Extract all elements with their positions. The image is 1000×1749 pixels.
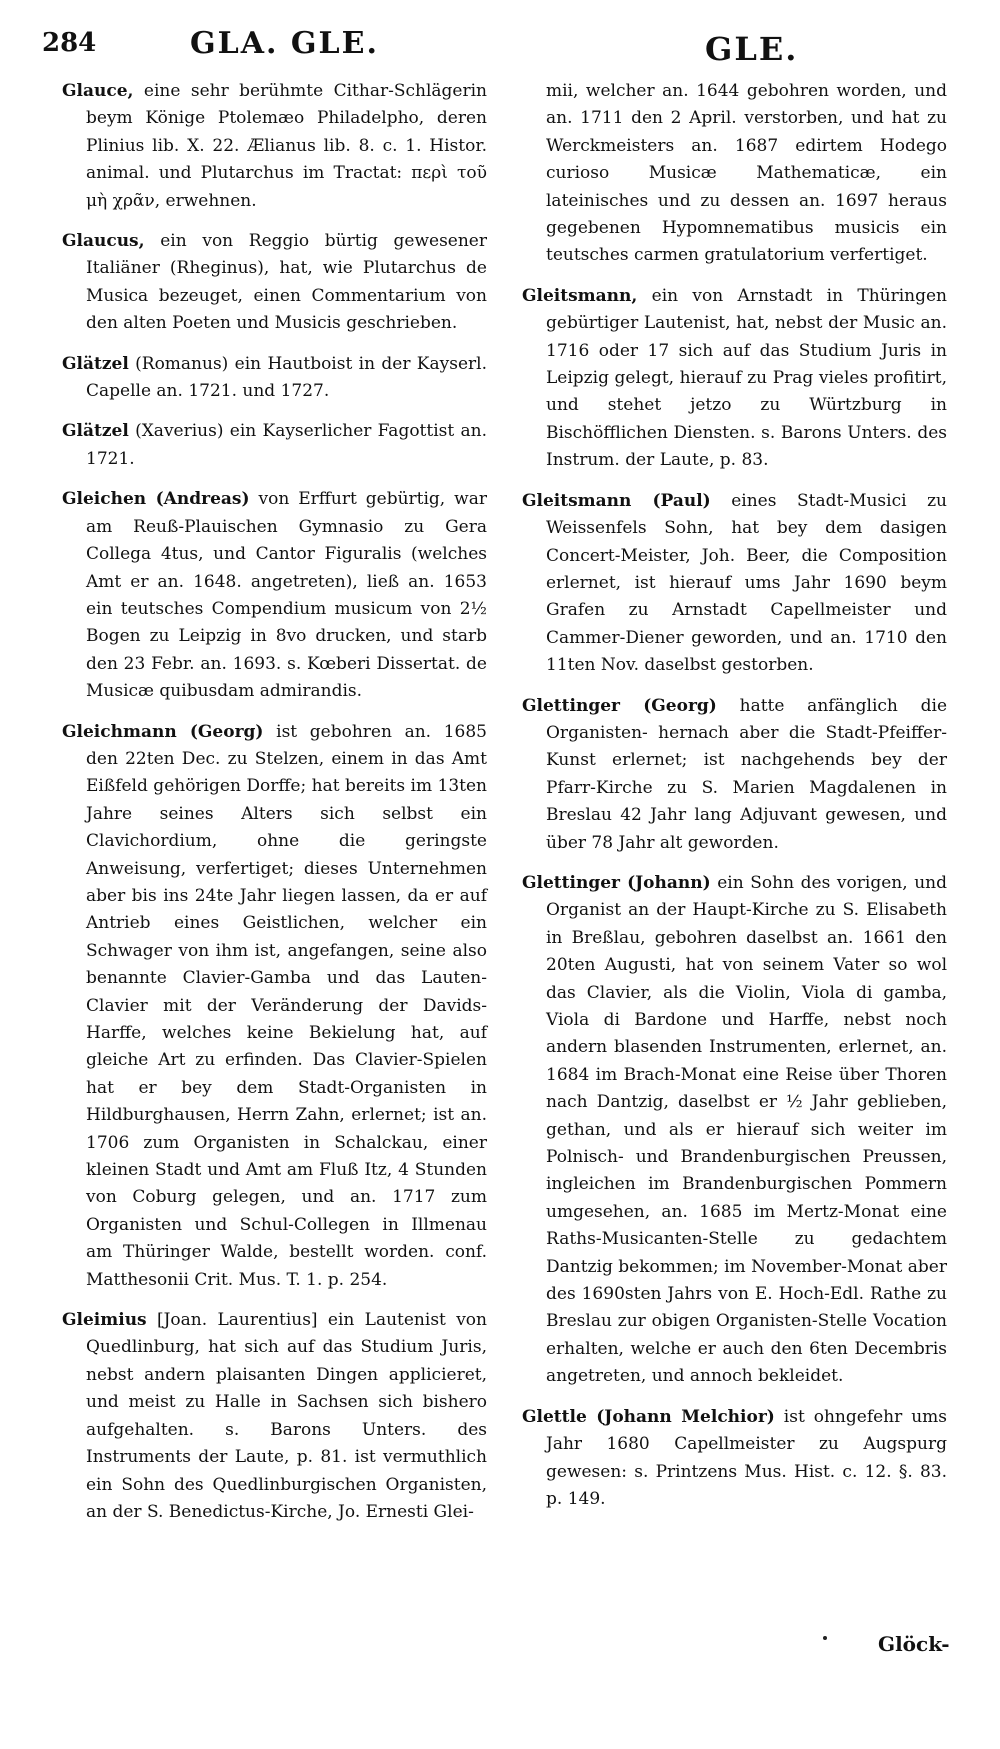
entry-text: eine sehr berühmte Cithar-Schlägerin beym Könige Ptolemæo Philadelpho, deren Plinius lib. X. 22. Ælianus lib. 8. c. 1. Histor. animal. und Plutarchus im Tractat: περὶ τοῦ μὴ χρᾶν, erwehnen. xyxy=(86,81,487,211)
dictionary-entry xyxy=(522,1404,947,1514)
dictionary-entry xyxy=(522,283,947,475)
dictionary-entry-continued xyxy=(522,78,947,270)
entry-headword: Glauce, xyxy=(62,81,134,101)
entry-headword: Gleimius xyxy=(62,1310,147,1331)
entry-headword: Glettinger (Georg) xyxy=(522,695,717,716)
entry-text: von Erffurt gebürtig, war am Reuß-Plauischen Gymnasio zu Gera Collega 4tus, und Cantor Figuralis (welches Amt er an. 1648. angetreten), ließ an. 1653 ein teutsches Compendium musicum von 2½ Bogen zu Leipzig in 8vo drucken, und starb den 23 Febr. an. 1693. s. Kœberi Dissertat. de Musicæ quibusdam admirandis. xyxy=(86,489,487,702)
dictionary-entry xyxy=(522,870,947,1391)
dictionary-entry xyxy=(62,719,487,1295)
running-head-right: GLE. xyxy=(705,30,799,68)
entry-text: mii, welcher an. 1644 gebohren worden, und an. 1711 den 2 April. verstorben, und hat zu Werckmeisters an. 1687 edirtem Hodego curioso Musicæ Mathematicæ, ein lateinisches und zu dessen an. 1697 heraus gegebenen Hypomnematibus musicis ein teutsches carmen gratulatorium verfertiget. xyxy=(546,81,947,266)
entry-text: eines Stadt-Musici zu Weissenfels Sohn, hat bey dem dasigen Concert-Meister, Joh. Beer, die Composition erlernet, ist hierauf ums Jahr 1690 beym Grafen zu Arnstadt Capellmeister und Cammer-Diener geworden, und an. 1710 den 11ten Nov. daselbst gestorben. xyxy=(546,490,947,676)
entry-text: ein Sohn des vorigen, und Organist an der Haupt-Kirche zu S. Elisabeth in Breßlau, gebohren daselbst an. 1661 den 20ten Augusti, hat von seinem Vater so wol das Clavier, als die Violin, Viola di gamba, Viola di Bardone und Harffe, nebst noch andern blasenden Instrumenten, erlernet, an. 1684 im Brach-Monat eine Reise über Thoren nach Dantzig, daselbst er ½ Jahr geblieben, gethan, und als er hierauf sich weiter im Polnisch- und Brandenburgischen Preussen, ingleichen im Brandenburgischen Pommern umgesehen, an. 1685 im Mertz-Monat eine Raths-Musicanten-Stelle zu gedachtem Dantzig bekommen; im November-Monat aber des 1690sten Jahrs von E. Hoch-Edl. Rathe zu Breslau zur obigen Organisten-Stelle Vocation erhalten, welche er auch den 6ten Decembris angetreten, und annoch bekleidet. xyxy=(546,872,947,1387)
dictionary-entry xyxy=(62,418,487,473)
entry-headword: Glätzel xyxy=(62,421,129,442)
right-column xyxy=(522,78,947,1526)
running-head-left: GLA. GLE. xyxy=(190,26,379,61)
entry-headword: Gleichmann (Georg) xyxy=(62,721,264,742)
entry-headword: Glaucus, xyxy=(62,231,145,252)
dictionary-entry xyxy=(62,486,487,705)
entry-headword: Gleichen (Andreas) xyxy=(62,489,250,510)
dictionary-entry xyxy=(62,78,487,215)
dictionary-entry xyxy=(522,488,947,680)
entry-text: ein von Reggio bürtig gewesener Italiäner (Rheginus), hat, wie Plutarchus de Musica bezeuget, einen Commentarium von den alten Poeten und Musicis geschrieben. xyxy=(86,231,487,334)
entry-headword: Glettle (Johann Melchior) xyxy=(522,1406,775,1427)
entry-text: ein von Arnstadt in Thüringen gebürtiger Lautenist, hat, nebst der Music an. 1716 oder 17 sich auf das Studium Juris in Leipzig gelegt, hierauf zu Prag vieles profitirt, und stehet jetzo zu Würtzburg in Bischöfflichen Diensten. s. Barons Unters. des Instrum. der Laute, p. 83. xyxy=(546,285,947,471)
dictionary-entry xyxy=(522,693,947,857)
entry-text: ist gebohren an. 1685 den 22ten Dec. zu Stelzen, einem in das Amt Eißfeld gehörigen Dorffe; hat bereits im 13ten Jahre seines Alters sich selbst ein Clavichordium, ohne die geringste Anweisung, verfertiget; dieses Unternehmen aber bis ins 24te Jahr liegen lassen, da er auf Antrieb eines Geistlichen, welcher ein Schwager von ihm ist, angefangen, seine also benannte Clavier-Gamba und das Lauten-Clavier mit der Veränderung der Davids-Harffe, welches keine Bekielung hat, auf gleiche Art zu erfinden. Das Clavier-Spielen hat er bey dem Stadt-Organisten in Hildburghausen, Herrn Zahn, erlernet; ist an. 1706 zum Organisten in Schalckau, einer kleinen Stadt und Amt am Fluß Itz, 4 Stunden von Coburg gelegen, und an. 1717 zum Organisten und Schul-Collegen in Illmenau am Thüringer Walde, bestellt worden. conf. Matthesonii Crit. Mus. T. 1. p. 254. xyxy=(86,721,487,1290)
entry-text: (Xaverius) ein Kayserlicher Fagottist an. 1721. xyxy=(86,421,487,469)
dictionary-entry xyxy=(62,1307,487,1526)
catchword: Glöck- xyxy=(878,1632,950,1656)
entry-text: (Romanus) ein Hautboist in der Kayserl. Capelle an. 1721. und 1727. xyxy=(86,353,487,402)
left-column xyxy=(62,78,487,1539)
entry-headword: Gleitsmann, xyxy=(522,285,638,306)
dictionary-entry xyxy=(62,351,487,406)
entry-text: ist ohngefehr ums Jahr 1680 Capellmeister zu Augspurg gewesen: s. Printzens Mus. Hist. c. 12. §. 83. p. 149. xyxy=(546,1406,948,1509)
entry-text: [Joan. Laurentius] ein Lautenist von Quedlinburg, hat sich auf das Studium Juris, nebst andern plaisanten Dingen applicieret, und meist zu Halle in Sachsen sich bishero aufgehalten. s. Barons Unters. des Instruments der Laute, p. 81. ist vermuthlich ein Sohn des Quedlinburgischen Organisten, an der S. Benedictus-Kirche, Jo. Ernesti Glei- xyxy=(86,1310,487,1522)
page-number: 284 xyxy=(42,28,97,58)
entry-headword: Glätzel xyxy=(62,353,129,374)
dictionary-entry xyxy=(62,228,487,338)
entry-headword: Gleitsmann (Paul) xyxy=(522,490,711,511)
entry-text: hatte anfänglich die Organisten- hernach aber die Stadt-Pfeiffer-Kunst erlernet; ist nachgehends bey der Pfarr-Kirche zu S. Marien Magdalenen in Breslau 42 Jahr lang Adjuvant gewesen, und über 78 Jahr alt geworden. xyxy=(546,695,947,853)
entry-headword: Glettinger (Johann) xyxy=(522,872,711,893)
print-speck xyxy=(823,1636,827,1640)
